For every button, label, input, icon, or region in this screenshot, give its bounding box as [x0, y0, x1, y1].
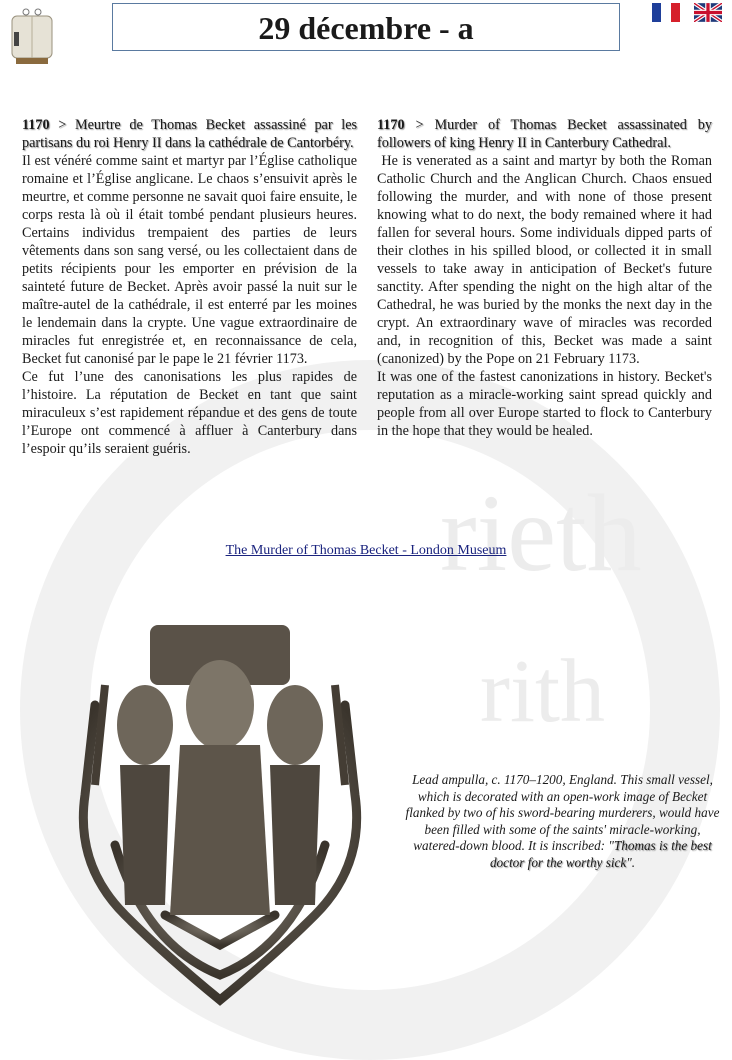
lead-ampulla-image	[55, 615, 385, 1015]
french-text-column	[22, 116, 357, 458]
image-caption	[405, 772, 720, 871]
french-headline	[22, 116, 357, 152]
french-flag-icon[interactable]	[652, 3, 680, 22]
french-paragraph-1: Il est vénéré comme saint et martyr par l’Église catholique romaine et l’Église anglicane. Le chaos s’ensuivit après le meurtre, et comme personne ne savait quoi faire ensuite, le corps resta là où il était tombé pendant plusieurs heures. Certains individus trempaient des parties de leurs vêtements dans son sang versé, ou les collectaient dans de petits récipients pour les emporter en prévision de la sainteté future de Becket. Après avoir passé la nuit sur le maître-autel de la cathédrale, il est enterré par les moines le lendemain dans la crypte. Une vague extraordinaire de miracles fut enregistrée et, en reconnaissance de cela, Becket fut canonisé par le pape le 21 février 1173.	[22, 153, 357, 367]
headline-text: Murder of Thomas Becket assassinated by followers of king Henry II in Canterbury Cathedral.	[377, 117, 712, 151]
year: 1170	[377, 117, 405, 133]
watermark-lettering: rith	[480, 642, 605, 741]
museum-link-wrapper	[0, 543, 732, 559]
caption-inscription: Thomas is the best doctor for the worthy sick	[489, 838, 712, 870]
english-paragraph-2: It was one of the fastest canonizations in history. Becket's reputation as a miracle-working saint spread quickly and people from all over Europe started to flock to Canterbury in the hope that they would be healed.	[377, 369, 712, 439]
page-title: 29 décembre - a	[112, 3, 620, 51]
english-headline	[377, 116, 712, 152]
english-text-column	[377, 116, 716, 440]
headline-text: Meurtre de Thomas Becket assassiné par les partisans du roi Henry II dans la cathédrale de Cantorbéry.	[22, 117, 358, 151]
year: 1170	[22, 117, 50, 133]
french-paragraph-2: Ce fut l’une des canonisations les plus rapides de l’histoire. La réputation de Becket en tant que saint miraculeux s’est rapidement répandue et des gens de toute l’Europe ont commencé à affluer à Canterbury dans l’espoir qu’ils seraient guéris.	[22, 369, 357, 457]
museum-link[interactable]: The Murder of Thomas Becket - London Museum	[225, 543, 507, 558]
caption-text: Lead ampulla, c. 1170–1200, England. This small vessel, which is decorated with an open-work image of Becket flanked by two of his sword-bearing murderers, would have been filled with some of the saints' miracle-working, watered-down blood. It is inscribed: "	[405, 772, 720, 853]
watermark-lettering: rieth	[440, 472, 642, 594]
arrow: >	[58, 117, 67, 133]
english-paragraph-1: He is venerated as a saint and martyr by both the Roman Catholic Church and the Anglican Church. Chaos ensued following the murder, and with none of those present knowing what to do next, the body remained where it had fallen for several hours. Some individuals dipped parts of their clothes in his spilled blood, or collected it in small vessels to take away in anticipation of Becket's future sanctity. After spending the night on the high altar of the Cathedral, he was buried by the monks the next day in the crypt. An extraordinary wave of miracles was recorded and, in recognition of this, Becket was made a saint (canonized) by the Pope on 21 February 1173.	[377, 153, 716, 367]
caption-end: ".	[626, 854, 636, 870]
uk-flag-icon[interactable]	[694, 3, 722, 22]
logo-icon	[8, 6, 56, 68]
arrow: >	[415, 117, 424, 133]
